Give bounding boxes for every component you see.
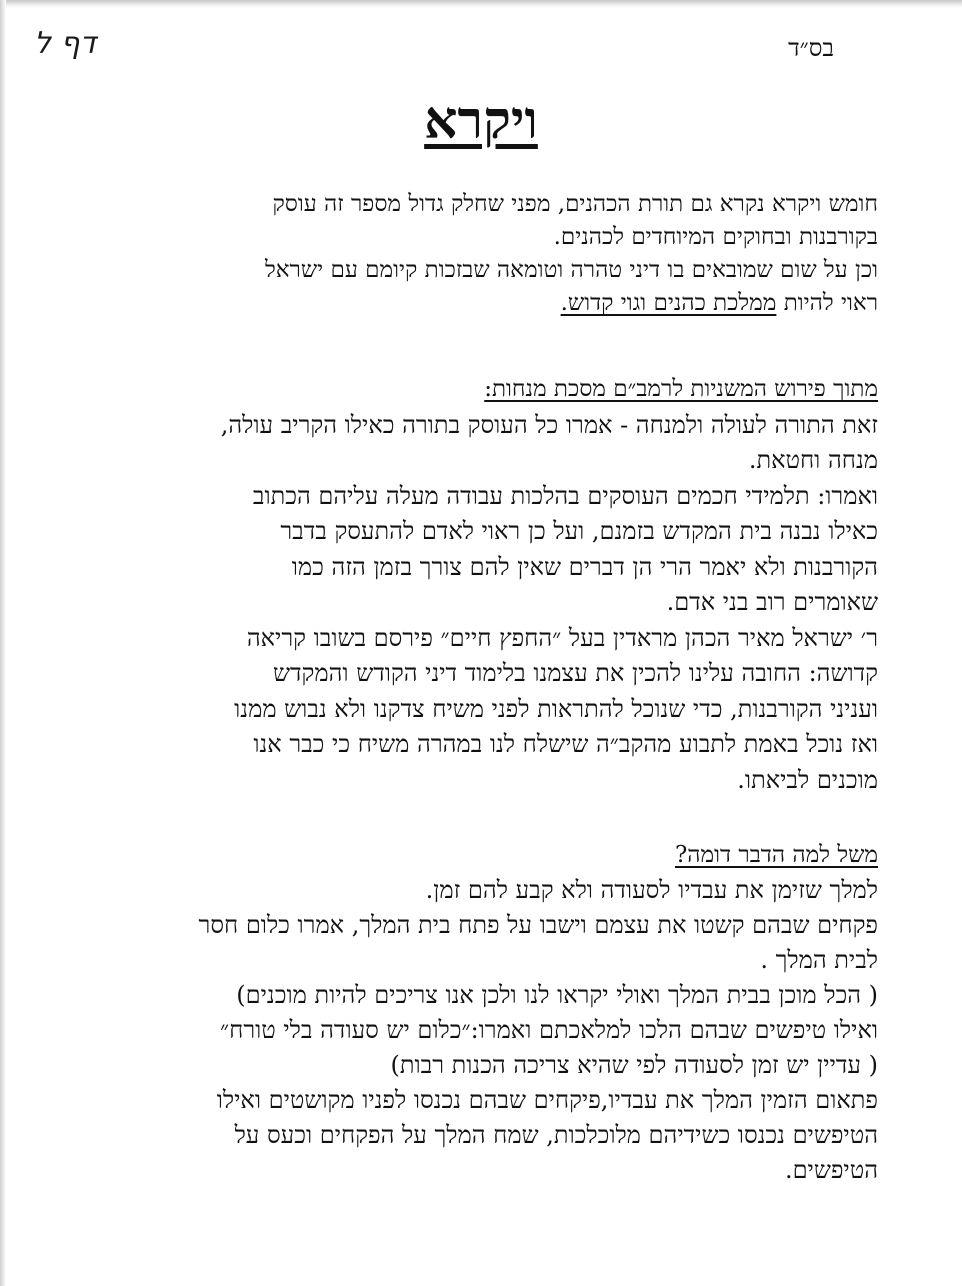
intro-line: וכן על שום שמובאים בו דיני טהרה וטומאה שבזכות קיומם עם ישראל bbox=[264, 257, 878, 283]
mashal-line: למלך שזימן את עבדיו לסעודה ולא קבע להם זמן. bbox=[425, 876, 878, 904]
kingdom-of-priests-phrase: ממלכת כהנים וגוי קדוש. bbox=[560, 290, 777, 316]
mashal-line: הטיפשים נכנסו כשידיהם מלוכלכות, שמח המלך על הפקחים וכעס על bbox=[234, 1121, 878, 1149]
mashal-line: ( הכל מוכן בבית המלך ואולי יקראו לנו ולכן אנו צריכים להיות מוכנים) bbox=[236, 981, 878, 1009]
rambam-line: שאומרים רוב בני אדם. bbox=[666, 588, 878, 616]
mashal-line: לבית המלך . bbox=[760, 946, 878, 974]
rambam-line: קדושה: החובה עלינו להכין את עצמנו בלימוד דיני הקודש והמקדש bbox=[273, 659, 878, 687]
mashal-line: ואילו טיפשים שבהם הלכו למלאכתם ואמרו:״כלום יש סעודה בלי טורח״ bbox=[220, 1016, 878, 1044]
rambam-line: ר׳ ישראל מאיר הכהן מראדין בעל ״החפץ חיים״ פירסם בשובו קריאה bbox=[246, 623, 878, 652]
page-title: ויקרא bbox=[424, 90, 538, 151]
rambam-line: ואז נוכל באמת לתבוע מהקב״ה שישלח לנו במהרה משיח כי כבר אנו bbox=[253, 730, 878, 758]
rambam-line: ואמרו: תלמידי חכמים העוסקים בהלכות עבודה מעלה עליהם הכתוב bbox=[252, 481, 878, 510]
intro-line: חומש ויקרא נקרא גם תורת הכהנים, מפני שחלק גדול מספר זה עוסק bbox=[272, 191, 878, 217]
rambam-line: הקורבנות ולא יאמר הרי הן דברים שאין להם צורך בזמן הזה כמו bbox=[291, 552, 878, 581]
handwritten-page-number: דף ל bbox=[34, 26, 97, 61]
mashal-line: פתאום הזמין המלך את עבדיו,פיקחים שבהם נכנסו לפניו מקושטים ואילו bbox=[216, 1086, 878, 1114]
rambam-section bbox=[48, 372, 878, 798]
mashal-heading: משל למה הדבר דומה? bbox=[674, 842, 878, 868]
rambam-line: ועניני הקורבנות, כדי שנוכל להתראות לפני משיח צדקנו ולא נבוש ממנו bbox=[234, 694, 878, 723]
rambam-heading: מתוך פירוש המשניות לרמב״ם מסכת מנחות: bbox=[484, 376, 878, 402]
intro-line: בקורבנות ובחוקים המיוחדים לכהנים. bbox=[553, 224, 878, 250]
rambam-line: מוכנים לביאתו. bbox=[737, 765, 878, 794]
mashal-line: הטיפשים. bbox=[784, 1156, 878, 1184]
rambam-line: זאת התורה לעולה ולמנחה - אמרו כל העוסק בתורה כאילו הקריב עולה, bbox=[220, 410, 878, 439]
mashal-line: ( עדיין יש זמן לסעודה לפי שהיא צריכה הכנות רבות) bbox=[390, 1051, 878, 1079]
rambam-line: כאילו נבנה בית המקדש בזמנם, ועל כן ראוי לאדם להתעסק בדבר bbox=[280, 517, 878, 545]
intro-line-last bbox=[48, 287, 878, 320]
intro-last-prefix: ראוי להיות bbox=[776, 290, 878, 316]
intro-paragraph bbox=[48, 188, 878, 320]
mashal-section bbox=[48, 838, 878, 1188]
rambam-line: מנחה וחטאת. bbox=[748, 446, 878, 474]
mashal-line: פקחים שבהם קשטו את עצמם וישבו על פתח בית המלך, אמרו כלום חסר bbox=[198, 911, 878, 939]
bsd-header: בס״ד bbox=[788, 34, 834, 62]
